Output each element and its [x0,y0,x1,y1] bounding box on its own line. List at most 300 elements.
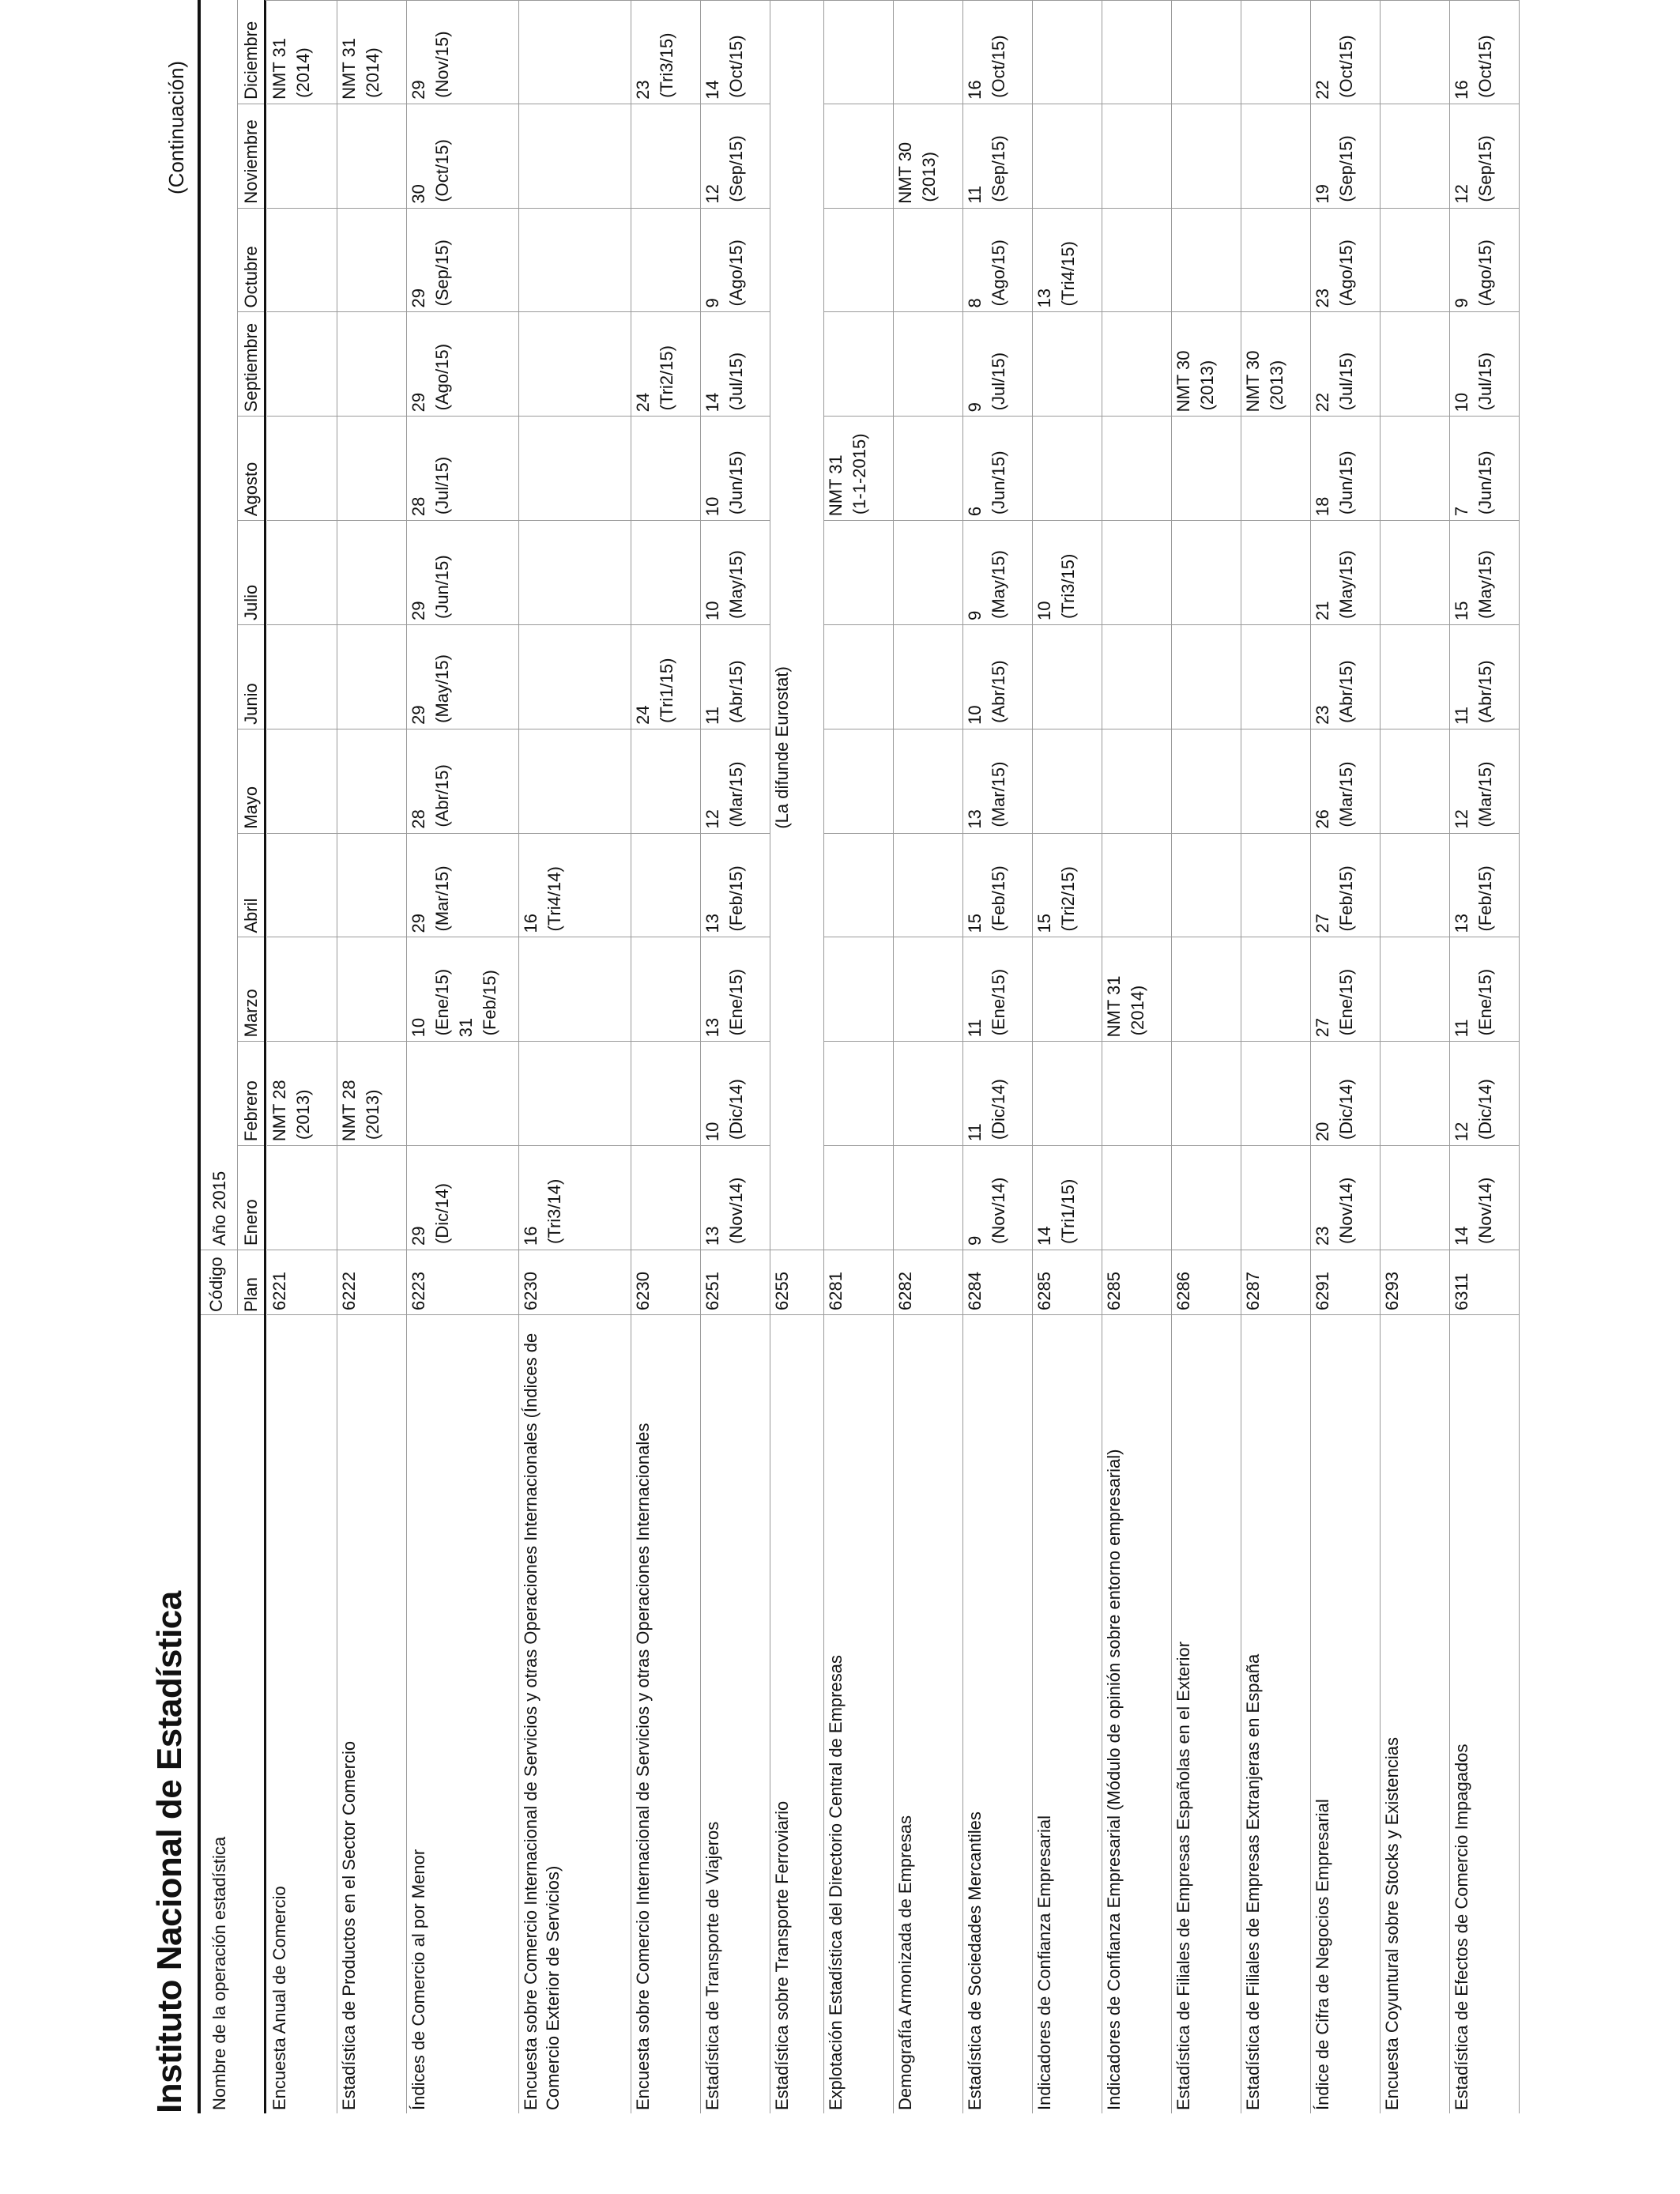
row-divider-month [631,1041,700,1042]
operation-code: 6285 [1034,1272,1054,1310]
operation-code: 6282 [895,1272,915,1310]
release-entry: 21 [1313,601,1332,620]
release-entry: (Mar/15) [726,761,746,827]
release-entry: 14 [703,392,722,413]
row-divider-month [631,1145,700,1146]
operation-name: Índice de Cifra de Negocios Empresarial [1313,1799,1332,2110]
release-entry: 10 [1452,392,1471,413]
release-entry: (Feb/15) [1336,865,1356,932]
operation-code: 6251 [703,1272,722,1310]
row-divider-month [1032,833,1102,834]
row-divider-code [337,1314,406,1315]
row-divider-month [1380,520,1449,521]
operation-code: 6221 [269,1272,289,1310]
row-divider-month [1449,624,1519,625]
header-divider-month [237,520,264,521]
row-divider-month [406,833,518,834]
row-divider-month [700,208,770,209]
release-entry: 27 [1313,914,1332,933]
row-divider-month [1449,1145,1519,1146]
release-entry: (Feb/15) [989,865,1008,932]
release-entry: (Sep/15) [1336,135,1356,202]
year-header: Año 2015 [209,1171,229,1246]
row-divider-month [267,520,337,521]
row-divider-month [1449,937,1519,938]
row-divider-month [337,312,406,313]
row-divider-month [518,833,631,834]
release-entry: 20 [1313,1122,1332,1142]
release-entry: (Mar/15) [432,865,452,932]
release-entry: 23 [633,80,653,100]
release-entry: 14 [1452,1226,1471,1246]
operation-name: Indicadores de Confianza Empresarial [1034,1815,1054,2110]
release-entry: 29 [409,601,428,620]
release-entry: (Dic/14) [1475,1079,1495,1140]
release-entry: (Ago/15) [989,239,1008,307]
release-entry: NMT 31 [826,454,846,517]
release-entry: 28 [409,496,428,517]
month-header: Diciembre [241,21,261,100]
row-divider-month [406,937,518,938]
release-entry: 6 [965,506,985,517]
row-divider-month [1032,624,1102,625]
row-divider-month [1449,520,1519,521]
release-entry: 13 [703,1017,722,1038]
row-divider-month [518,937,631,938]
row-divider-month [893,1145,962,1146]
row-divider-month [1171,624,1241,625]
operation-code: 6284 [965,1272,985,1310]
release-entry: (Abr/15) [1475,660,1495,723]
row-divider-month [631,624,700,625]
row-divider-month [1310,624,1380,625]
row-divider-month [962,833,1032,834]
row-divider-code [1032,1314,1102,1315]
row-divider-month [1171,520,1241,521]
release-entry: (Ago/15) [432,343,452,411]
row-divider-month [1449,208,1519,209]
month-header: Noviembre [241,119,261,204]
release-entry: 10 [703,1122,722,1142]
operation-name: Encuesta Coyuntural sobre Stocks y Existencias [1382,1736,1402,2110]
release-entry: 29 [409,288,428,308]
row-divider-month [1380,833,1449,834]
release-entry: 10 [703,496,722,517]
release-entry: 9 [703,298,722,308]
row-divider-month [1171,416,1241,417]
release-entry: 10 [409,1017,428,1038]
row-divider-month [337,416,406,417]
row-divider-month [1032,1041,1102,1042]
operation-code: 6230 [633,1272,653,1310]
row-separator [1032,0,1033,2113]
row-divider-month [267,833,337,834]
month-header: Enero [241,1199,261,1246]
row-divider-month [1241,1041,1310,1042]
month-header: Julio [241,584,261,620]
row-divider-month [1102,208,1171,209]
row-divider-month [962,624,1032,625]
header-divider-month [237,312,264,313]
release-entry: (2013) [293,1089,313,1140]
release-entry: (Abr/15) [989,660,1008,723]
row-divider-month [1171,1145,1241,1146]
release-entry: 27 [1313,1017,1332,1038]
row-divider-month [1032,1145,1102,1146]
row-divider-month [823,520,893,521]
row-divider-month [1102,833,1171,834]
row-divider-month [267,208,337,209]
release-entry: 16 [1452,80,1471,100]
row-divider-month [893,208,962,209]
row-divider-month [406,208,518,209]
release-entry: (1-1-2015) [849,433,869,515]
release-entry: 10 [965,705,985,725]
row-divider-month [518,1041,631,1042]
release-entry: NMT 31 [339,38,359,100]
row-divider-code [962,1314,1032,1315]
row-divider-code [1310,1314,1380,1315]
release-entry: (Tri1/15) [1058,1178,1078,1244]
row-divider-month [962,312,1032,313]
operation-code: 6287 [1243,1272,1263,1310]
row-separator [406,0,407,2113]
row-divider-month [962,937,1032,938]
row-divider-month [1380,624,1449,625]
row-divider-month [406,1145,518,1146]
row-separator [823,0,824,2113]
header-divider-month [237,624,264,625]
continuation-label: (Continuación) [164,60,188,194]
row-divider-month [631,833,700,834]
release-entry: (Nov/14) [1475,1177,1495,1244]
release-entry: (Jun/15) [726,450,746,515]
release-entry: (Jun/15) [1336,450,1356,515]
row-divider-month [1241,1145,1310,1146]
release-entry: 30 [409,184,428,204]
release-entry: (Tri4/14) [544,866,564,932]
release-entry: (Jul/15) [726,352,746,411]
row-divider-month [1102,416,1171,417]
row-divider-month [1310,1145,1380,1146]
row-divider-month [893,937,962,938]
release-entry: 23 [1313,288,1332,308]
row-separator [518,0,519,2113]
span-note: (La difunde Eurostat) [772,666,792,829]
row-divider-month [1241,416,1310,417]
release-entry: (2013) [919,152,939,202]
row-divider-code [267,1314,337,1315]
release-entry: 11 [703,707,722,725]
row-separator [700,0,701,2113]
release-entry: 24 [633,392,653,413]
release-entry: (Dic/14) [1336,1079,1356,1140]
row-divider-month [337,1041,406,1042]
release-entry: NMT 31 [1104,975,1124,1038]
row-divider-month [700,416,770,417]
release-entry: (Jul/15) [989,352,1008,411]
table-right-border [266,0,1519,1]
row-divider-month [631,312,700,313]
release-entry: 12 [703,184,722,204]
release-entry: 12 [703,809,722,829]
release-entry: (Abr/15) [726,660,746,723]
row-divider-month [1102,937,1171,938]
release-entry: NMT 30 [1173,350,1193,413]
row-divider-month [893,520,962,521]
release-entry: 8 [965,298,985,308]
row-divider-month [518,520,631,521]
release-entry: 13 [965,809,985,829]
operation-name: Explotación Estadística del Directorio Central de Empresas [826,1655,846,2110]
row-divider-month [1102,1041,1171,1042]
row-divider-month [1171,1041,1241,1042]
row-divider-month [406,624,518,625]
release-entry: (Sep/15) [432,239,452,307]
release-entry: (Ene/15) [432,968,452,1036]
release-entry: (Mar/15) [1475,761,1495,827]
release-entry: (Jul/15) [1475,352,1495,411]
month-header: Junio [241,683,261,725]
row-divider-month [1241,208,1310,209]
row-divider-month [631,416,700,417]
row-divider-month [823,312,893,313]
row-divider-month [700,520,770,521]
row-separator [1171,0,1172,2113]
row-divider-month [1241,520,1310,521]
row-divider-month [631,937,700,938]
operation-name: Encuesta sobre Comercio Internacional de Servicios y otras Operaciones Internacionales [633,1423,653,2110]
row-divider-month [1380,937,1449,938]
operation-name: Estadística de Filiales de Empresas Extranjeras en España [1243,1653,1263,2110]
row-divider-month [893,624,962,625]
row-divider-month [337,937,406,938]
release-entry: (Ene/15) [1336,968,1356,1036]
release-entry: (2013) [363,1089,382,1140]
operation-name: Indicadores de Confianza Empresarial (Módulo de opinión sobre entorno empresarial) [1104,1449,1124,2110]
operation-code: 6230 [521,1272,541,1310]
row-divider-month [406,520,518,521]
row-divider-month [893,833,962,834]
release-entry: 11 [965,1019,985,1038]
row-separator [962,0,963,2113]
page-title: Instituto Nacional de Estadística [150,1591,189,2113]
operation-code: 6222 [339,1272,359,1310]
release-entry: 31 [456,1017,476,1038]
operation-name: Estadística de Efectos de Comercio Impagados [1452,1744,1471,2110]
row-divider-month [406,1041,518,1042]
row-divider-month [337,208,406,209]
month-header: Abril [241,898,261,933]
col-header-name: Nombre de la operación estadística [209,1836,229,2110]
release-entry: 23 [1313,1226,1332,1246]
release-entry: (Oct/15) [1475,35,1495,98]
row-divider-month [823,1041,893,1042]
operation-code: 6255 [772,1272,792,1310]
row-divider-code [893,1314,962,1315]
row-separator [1310,0,1311,2113]
row-divider-month [267,1145,337,1146]
row-divider-month [700,312,770,313]
row-divider-month [1171,833,1241,834]
release-entry: (Tri3/14) [544,1178,564,1244]
release-entry: 29 [409,914,428,933]
row-divider-month [518,1145,631,1146]
release-entry: 7 [1452,506,1471,517]
release-entry: 29 [409,1226,428,1246]
row-divider-month [1310,208,1380,209]
row-divider-month [1449,312,1519,313]
release-entry: 10 [1034,601,1054,620]
release-entry: (Mar/15) [989,761,1008,827]
row-divider-month [1102,520,1171,521]
row-divider-month [1310,416,1380,417]
release-entry: 18 [1313,496,1332,517]
row-divider-month [518,312,631,313]
release-entry: (Oct/15) [1336,35,1356,98]
operation-code: 6223 [409,1272,428,1310]
row-divider-month [1310,520,1380,521]
header-divider-month [237,937,264,938]
release-entry: 13 [703,914,722,933]
release-entry: 9 [965,610,985,620]
release-entry: (Oct/15) [989,35,1008,98]
row-divider-month [267,416,337,417]
operation-name: Estadística de Transporte de Viajeros [703,1821,722,2110]
release-entry: (Feb/15) [1475,865,1495,932]
release-entry: 24 [633,705,653,725]
row-divider-month [700,1145,770,1146]
row-divider-month [700,624,770,625]
release-entry: (Jun/15) [989,450,1008,515]
row-divider-month [823,208,893,209]
month-header: Marzo [241,989,261,1038]
row-divider-month [700,937,770,938]
row-divider-code [518,1314,631,1315]
row-divider-code [823,1314,893,1315]
row-divider-month [1310,1041,1380,1042]
header-divider-month [237,833,264,834]
release-entry: 11 [965,1123,985,1142]
release-entry: (Sep/15) [1475,135,1495,202]
row-divider-month [337,833,406,834]
row-divider-month [1310,937,1380,938]
release-entry: 11 [1452,707,1471,725]
row-divider-code [406,1314,518,1315]
row-divider-month [893,1041,962,1042]
operation-code: 6281 [826,1272,846,1310]
release-entry: 19 [1313,184,1332,204]
operation-code: 6286 [1173,1272,1193,1310]
row-divider-month [1310,833,1380,834]
release-entry: (May/15) [1336,550,1356,619]
row-divider-month [1241,833,1310,834]
row-divider-month [962,520,1032,521]
row-divider-month [1380,1041,1449,1042]
release-entry: (2013) [1267,360,1286,411]
row-divider-month [823,833,893,834]
release-entry: 9 [1452,298,1471,308]
release-entry: (Dic/14) [989,1079,1008,1140]
release-entry: (Abr/15) [1336,660,1356,723]
release-entry: (Jun/15) [432,555,452,619]
row-divider-month [267,624,337,625]
release-entry: (Oct/15) [432,139,452,202]
header-rule-year [237,0,238,1315]
release-entry: (Jul/15) [432,456,452,515]
release-entry: (2014) [363,47,382,98]
release-entry: 16 [965,80,985,100]
release-entry: 9 [965,402,985,413]
row-divider-month [1032,937,1102,938]
row-divider-month [1449,1041,1519,1042]
release-entry: 14 [703,80,722,100]
release-entry: (Sep/15) [726,135,746,202]
row-divider-month [1241,624,1310,625]
row-divider-month [1380,416,1449,417]
row-divider-month [1241,312,1310,313]
release-entry: (Ene/15) [1475,968,1495,1036]
operation-name: Demografía Armonizada de Empresas [895,1815,915,2110]
row-separator [893,0,894,2113]
release-entry: (Nov/15) [432,31,452,98]
header-divider-month [237,416,264,417]
release-entry: (2013) [1197,360,1217,411]
row-divider-month [1241,937,1310,938]
release-entry: 9 [965,1235,985,1246]
row-divider-month [1102,1145,1171,1146]
row-divider-month [1032,208,1102,209]
release-entry: (Ene/15) [989,968,1008,1036]
release-entry: (Feb/15) [726,865,746,932]
row-divider-code [1241,1314,1310,1315]
row-divider-month [267,1041,337,1042]
release-entry: 28 [409,809,428,829]
header-divider-month [237,1145,264,1146]
col-header-code: Código [206,1257,226,1312]
row-divider-month [1171,312,1241,313]
release-entry: (Dic/14) [726,1079,746,1140]
operation-name: Encuesta sobre Comercio Internacional de Servicios y otras Operaciones Internacionales (Índices de Comercio Exterior de Servicios) [521,1333,563,2110]
row-divider-month [1032,416,1102,417]
row-divider-month [337,1145,406,1146]
release-entry: 29 [409,705,428,725]
month-header: Septiembre [241,322,261,413]
row-divider-month [1380,312,1449,313]
release-entry: (Tri3/15) [1058,553,1078,619]
row-divider-month [700,1041,770,1042]
row-divider-month [337,520,406,521]
release-entry: 12 [1452,184,1471,204]
release-entry: (Abr/15) [432,764,452,827]
row-divider-month [631,208,700,209]
row-divider-code [631,1314,700,1315]
release-entry: (2014) [1128,985,1147,1036]
release-entry: 15 [965,914,985,933]
row-divider-month [267,312,337,313]
header-divider-code [201,1314,264,1315]
release-entry: 13 [1452,914,1471,933]
row-separator [1380,0,1381,2113]
release-entry: (Tri2/15) [657,345,676,411]
row-divider-month [700,833,770,834]
row-divider-month [518,208,631,209]
row-divider-month [406,416,518,417]
row-divider-month [893,416,962,417]
release-entry: 29 [409,392,428,413]
release-entry: (Tri2/15) [1058,866,1078,932]
row-divider-month [631,520,700,521]
